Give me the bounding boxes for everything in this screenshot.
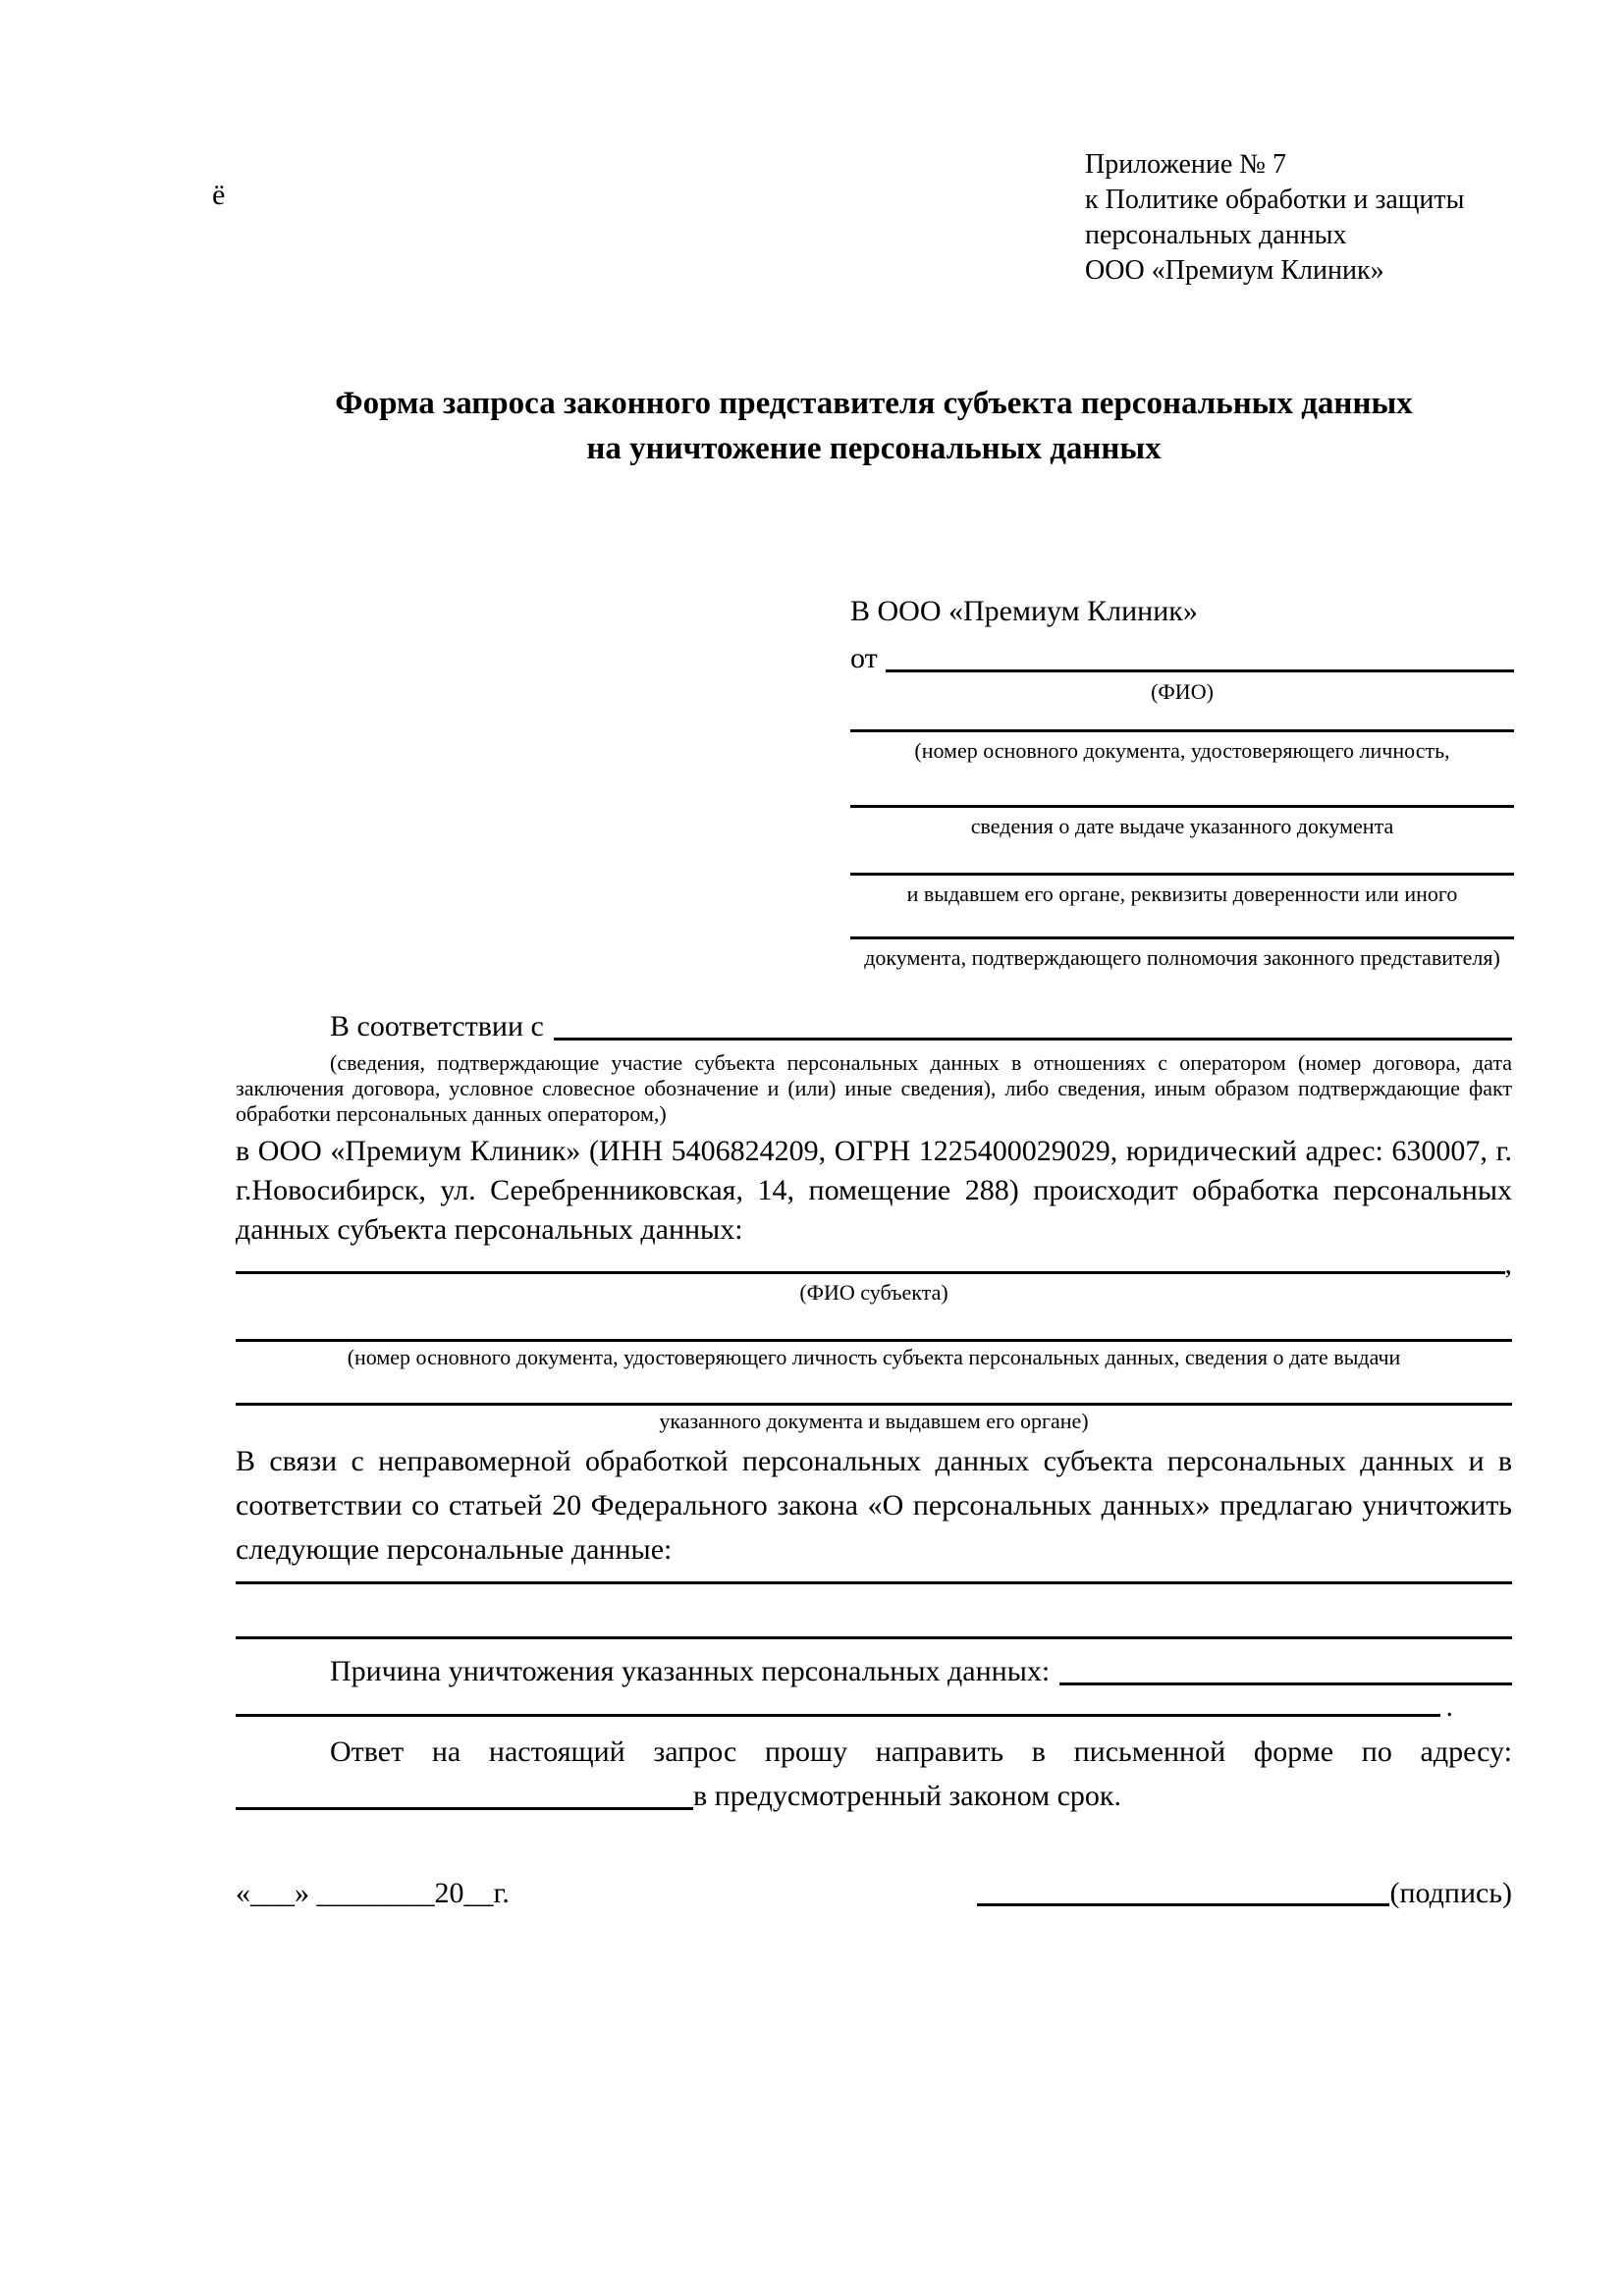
response-address-line	[236, 1807, 693, 1810]
response-tail-text: в предусмотренный законом срок.	[693, 1780, 1121, 1812]
data-to-destroy-blank-line-2	[236, 1636, 1512, 1639]
appendix-header	[1085, 147, 1464, 289]
trailing-comma: ,	[1504, 1248, 1512, 1280]
reason-fill-line	[1059, 1682, 1512, 1685]
appendix-header-line: к Политике обработки и защиты	[1085, 185, 1465, 215]
representative-doc-line-3	[850, 873, 1514, 876]
representative-doc-line-1	[850, 729, 1514, 732]
representative-doc-caption-2: сведения о дате выдаче указанного документа	[970, 814, 1394, 838]
reason-continuation-row	[236, 1690, 1512, 1723]
signature-line	[977, 1903, 1389, 1906]
document-body	[236, 1006, 1512, 1813]
date-line: «___» ________20__г.	[236, 1877, 510, 1909]
unlawful-processing-paragraph: В связи с неправомерной обработкой персональных данных субъекта персональных данных и в соответствии со статьей 20 Федерального закона «О персональных данных» предлагаю уничтожить следующие персональные данные:	[236, 1445, 1512, 1566]
stray-char: ё	[212, 179, 226, 211]
in-accordance-row	[236, 1006, 1512, 1043]
appendix-header-line: ООО «Премиум Клиник»	[1085, 255, 1384, 286]
subject-doc-line-2	[236, 1403, 1512, 1406]
representative-doc-line-4	[850, 936, 1514, 939]
reason-label: Причина уничтожения указанных персональных данных:	[330, 1655, 1051, 1687]
appendix-header-line: персональных данных	[1085, 220, 1347, 250]
operator-paragraph: в ООО «Премиум Клиник» (ИНН 5406824209, ОГРН 1225400029029, юридический адрес: 630007, г. г.Новосибирск, ул. Серебренниковская, 14, помещение 288) происходит обработка персональных данных субъекта персональных данных:	[236, 1135, 1512, 1246]
subject-fio-line	[236, 1271, 1505, 1274]
document-title-line-2: на уничтожение персональных данных	[586, 431, 1162, 466]
reason-continuation-line	[236, 1714, 1440, 1717]
subject-doc-line-1	[236, 1339, 1512, 1342]
in-accordance-fill-line	[554, 1038, 1512, 1041]
data-to-destroy-blank-line-1	[236, 1581, 1512, 1584]
subject-doc-caption-2: указанного документа и выдавшем его органе)	[659, 1409, 1089, 1433]
subject-fio-line-row	[236, 1248, 1512, 1280]
document-title	[236, 381, 1512, 471]
reason-row	[236, 1651, 1512, 1688]
from-fill-line	[886, 669, 1514, 672]
appendix-header-line: Приложение № 7	[1085, 149, 1286, 180]
representative-doc-caption-1: (номер основного документа, удостоверяющего личность,	[914, 738, 1450, 763]
trailing-period: .	[1445, 1690, 1453, 1723]
addressee-to: В ООО «Премиум Клиник»	[850, 595, 1198, 627]
signature-caption: (подпись)	[1389, 1877, 1512, 1909]
addressee-block	[850, 593, 1514, 971]
representative-doc-caption-3: и выдавшем его органе, реквизиты доверенности или иного	[906, 881, 1458, 906]
response-address-row	[236, 1774, 1512, 1813]
accordance-caption: (сведения, подтверждающие участие субъекта персональных данных в отношениях с оператором (номер договора, дата заключения договора, условное словесное обозначение и (или) иные сведения), либо сведения, иным образом подтверждающие факт обработки персональных данных оператором,)	[236, 1050, 1512, 1126]
subject-doc-caption-1: (номер основного документа, удостоверяющего личность субъекта персональных данных, сведения о дате выдачи	[347, 1345, 1401, 1369]
in-accordance-label: В соответствии с	[330, 1010, 544, 1042]
date-signature-row	[236, 1863, 1512, 1910]
document-title-line-1: Форма запроса законного представителя субъекта персональных данных	[335, 386, 1413, 421]
from-label: от	[850, 642, 878, 674]
signature-group	[977, 1877, 1512, 1910]
representative-doc-line-2	[850, 805, 1514, 808]
fio-caption: (ФИО)	[1151, 679, 1214, 704]
subject-fio-caption: (ФИО субъекта)	[799, 1280, 948, 1305]
from-row	[850, 638, 1514, 675]
representative-doc-caption-4: документа, подтверждающего полномочия законного представителя)	[864, 945, 1500, 970]
response-paragraph: Ответ на настоящий запрос прошу направить в письменной форме по адресу:	[330, 1735, 1512, 1768]
